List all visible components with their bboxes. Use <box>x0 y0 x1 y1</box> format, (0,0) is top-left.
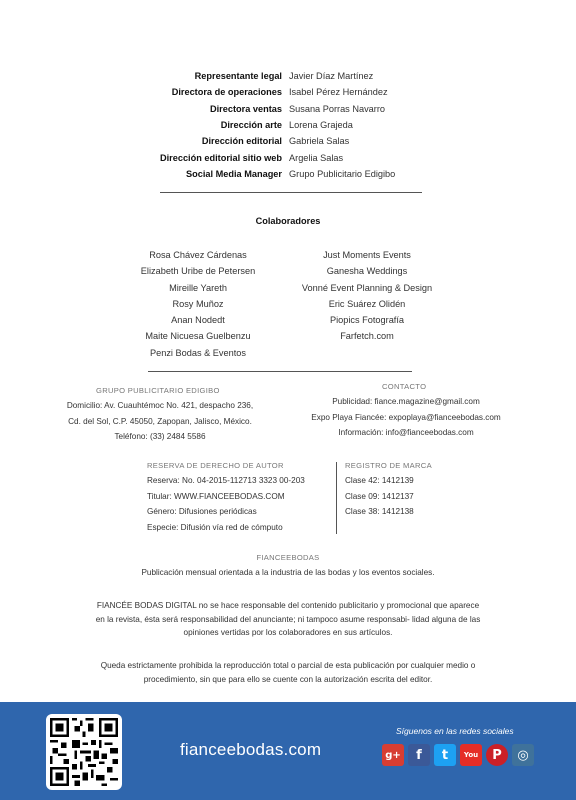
website-link[interactable]: fianceebodas.com <box>180 740 322 759</box>
address-line: Cd. del Sol, C.P. 45050, Zapopan, Jalisco, México. <box>68 416 252 426</box>
staff-name: Grupo Publicitario Edigibo <box>289 168 396 179</box>
trademark-block <box>345 473 495 520</box>
collaborator-name: Rosy Muñoz <box>172 298 224 309</box>
follow-us-label: Síguenos en las redes sociales <box>396 726 514 736</box>
trademark-line: Clase 38: 1412138 <box>345 507 414 516</box>
trademark-line: Clase 09: 1412137 <box>345 491 414 501</box>
copyright-heading: RESERVA DE DERECHO DE AUTOR <box>147 461 284 470</box>
staff-name: Susana Porras Navarro <box>289 103 386 114</box>
collaborator-name: Mireille Yareth <box>169 282 227 293</box>
staff-row <box>0 166 576 182</box>
staff-row <box>0 133 576 149</box>
youtube-icon[interactable]: You <box>460 744 482 766</box>
trademark-heading: REGISTRO DE MARCA <box>345 461 432 470</box>
collaborator-name: Elizabeth Uribe de Petersen <box>140 266 256 277</box>
divider <box>160 192 422 193</box>
staff-role: Directora de operaciones <box>171 87 282 98</box>
copyright-line: Titular: WWW.FIANCEEBODAS.COM <box>147 491 285 501</box>
group-address <box>50 398 270 445</box>
footer-bar <box>0 702 576 800</box>
staff-name: Javier Díaz Martínez <box>289 71 374 82</box>
twitter-icon[interactable]: t <box>434 744 456 766</box>
contact-line: Información: info@fianceebodas.com <box>338 428 474 437</box>
staff-row <box>0 84 576 100</box>
collaborator-name: Ganesha Weddings <box>326 266 408 277</box>
facebook-icon[interactable]: f <box>408 744 430 766</box>
social-icons <box>382 744 534 766</box>
collaborator-name: Anan Nodedt <box>171 315 225 326</box>
collaborator-name: Rosa Chávez Cárdenas <box>149 250 247 260</box>
staff-name: Lorena Grajeda <box>289 120 353 131</box>
copyright-line: Género: Difusiones periódicas <box>147 507 257 516</box>
staff-name: Gabriela Salas <box>289 136 350 147</box>
staff-name: Isabel Pérez Hernández <box>289 87 388 98</box>
instagram-icon[interactable]: ◎ <box>512 744 534 766</box>
staff-role: Dirección editorial sitio web <box>159 152 282 163</box>
collaborators-title: Colaboradores <box>255 216 321 226</box>
disclaimer-paragraph: FIANCÉE BODAS DIGITAL no se hace responsable del contenido publicitario y promocional que aparece en la revista, ésta será responsabilidad del anunciante; ni tampoco asume responsabi- lidad alguna de las opiniones vertidas por los colaboradores en sus artículos. <box>95 601 481 638</box>
staff-role: Directora ventas <box>209 103 282 114</box>
contact-line: Expo Playa Fiancée: expoplaya@fianceebodas.com <box>311 412 501 422</box>
copyright-line: Reserva: No. 04-2015-112713 3323 00-203 <box>147 476 305 485</box>
collaborator-name: Farfetch.com <box>340 331 394 342</box>
vertical-divider <box>336 462 337 534</box>
qr-code-icon[interactable] <box>46 714 122 790</box>
staff-row <box>0 117 576 133</box>
collaborator-name: Piopics Fotografía <box>329 315 405 326</box>
collaborator-name: Maite Nicuesa Guelbenzu <box>145 331 251 342</box>
staff-role: Representante legal <box>194 71 282 82</box>
collaborator-name: Vonné Event Planning & Design <box>301 282 433 293</box>
collaborator-name: Penzi Bodas & Eventos <box>149 347 247 358</box>
staff-row <box>0 149 576 165</box>
collaborator-name: Eric Suárez Olidén <box>328 298 406 309</box>
collaborators-right-column <box>267 247 467 345</box>
google-plus-icon[interactable]: g+ <box>382 744 404 766</box>
contact-line: Publicidad: fiance.magazine@gmail.com <box>332 397 480 406</box>
staff-role: Dirección editorial <box>201 136 282 147</box>
collaborator-name: Just Moments Events <box>323 250 411 260</box>
staff-list <box>0 68 576 182</box>
copyright-line: Especie: Difusión vía red de cómputo <box>147 522 283 532</box>
publication-tagline: Publicación mensual orientada a la industria de las bodas y los eventos sociales. <box>141 568 435 577</box>
staff-role: Social Media Manager <box>186 168 282 179</box>
pinterest-icon[interactable]: P <box>486 744 508 766</box>
phone-line: Teléfono: (33) 2484 5586 <box>114 432 206 441</box>
staff-role: Dirección arte <box>220 120 282 131</box>
address-line: Domicilio: Av. Cuauhtémoc No. 421, despacho 236, <box>66 401 254 410</box>
publication-heading: FIANCEEBODAS <box>256 553 320 562</box>
copyright-block <box>147 473 337 535</box>
divider <box>148 371 412 372</box>
group-heading: GRUPO PUBLICITARIO EDIGIBO <box>96 386 220 395</box>
contact-block <box>296 394 516 441</box>
trademark-line: Clase 42: 1412139 <box>345 476 414 485</box>
staff-name: Argelia Salas <box>289 152 344 163</box>
contact-heading: CONTACTO <box>382 382 427 391</box>
prohibition-paragraph: Queda estrictamente prohibida la reproducción total o parcial de esta publicación por cualquier medio o procedimiento, sin que para ello se cuente con la autorización escrita del editor. <box>100 661 476 684</box>
staff-row <box>0 101 576 117</box>
staff-row <box>0 68 576 84</box>
